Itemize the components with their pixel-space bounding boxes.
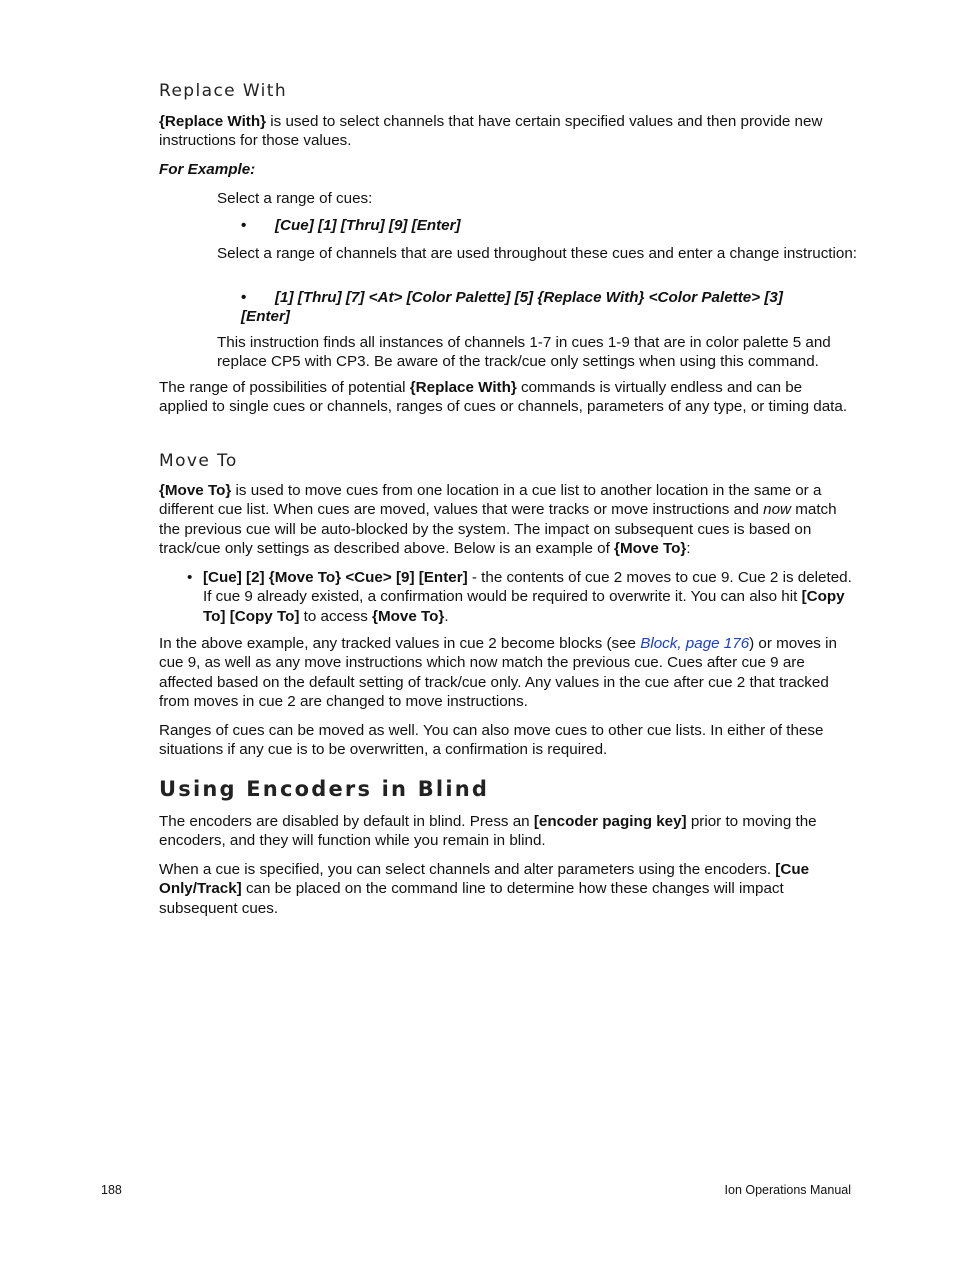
move-to-bullet <box>187 568 857 626</box>
section-heading-replace-with: Replace With <box>159 81 288 101</box>
command-cue-range: [Cue] [1] [Thru] [9] [Enter] <box>275 217 461 234</box>
move-to-ranges-paragraph: Ranges of cues can be moved as well. You can also move cues to other cue lists. In either of these situations if any cue is to be overwritten, a confirmation is required. <box>159 722 824 759</box>
section-heading-move-to: Move To <box>159 451 238 471</box>
bullet-glyph: • <box>241 289 247 306</box>
encoders-paragraph-1: The encoders are disabled by default in blind. Press an [encoder paging key] prior to moving the encoders, and they will function while you remain in blind. <box>159 813 817 850</box>
page-number: 188 <box>101 1183 122 1197</box>
bullet-glyph: • <box>187 569 193 586</box>
manual-title: Ion Operations Manual <box>724 1183 851 1197</box>
replace-range-paragraph: The range of possibilities of potential {Replace With} commands is virtually endless and can be applied to single cues or channels, ranges of cues or channels, parameters of any type, or timing data. <box>159 379 848 416</box>
bullet-replace-command <box>241 288 813 327</box>
encoders-paragraph-2: When a cue is specified, you can select channels and alter parameters using the encoders. [Cue Only/Track] can be placed on the command line to determine how these changes will impact subsequent cues. <box>159 861 810 917</box>
move-to-example: [Cue] [2] {Move To} <Cue> [9] [Enter] - the contents of cue 2 moves to cue 9. Cue 2 is deleted. If cue 9 already existed, a confirmation would be required to overwrite it. You can also hit [Copy To] [Copy To] to access {Move To}. <box>203 569 852 625</box>
move-to-tracking-paragraph: In the above example, any tracked values in cue 2 become blocks (see Block, page 176) or moves in cue 9, as well as any move instructions which now match the previous cue. Cues after cue 9 are affected based on the default setting of track/cue only. Any values in the cue after cue 2 that tracked from moves in cue 2 are changed to move instructions. <box>159 635 837 711</box>
bullet-glyph: • <box>241 217 247 234</box>
command-replace-with: [1] [Thru] [7] <At> [Color Palette] [5] {Replace With} <Color Palette> [3] [Enter] <box>241 289 783 326</box>
move-to-intro: {Move To} is used to move cues from one location in a cue list to another location in the same or a different cue list. When cues are moved, values that were tracks or move instructions and now match the previous cue will be auto-blocked by the system. The impact on subsequent cues is based on track/cue only settings as described above. Below is an example of {Move To}: <box>159 482 837 558</box>
step-select-channels: Select a range of channels that are used throughout these cues and enter a change instruction: <box>217 245 857 262</box>
step-select-cues: Select a range of cues: <box>217 190 373 207</box>
example-label: For Example: <box>159 161 256 178</box>
replace-explanation: This instruction finds all instances of channels 1-7 in cues 1-9 that are in color palette 5 and replace CP5 with CP3. Be aware of the track/cue only settings when using this command. <box>217 334 831 371</box>
replace-with-keyword: {Replace With} <box>159 113 267 130</box>
replace-with-intro: {Replace With} is used to select channels that have certain specified values and then provide new instructions for those values. <box>159 113 823 150</box>
section-heading-encoders-blind: Using Encoders in Blind <box>159 777 490 801</box>
block-page-link[interactable]: Block, page 176 <box>640 635 750 652</box>
